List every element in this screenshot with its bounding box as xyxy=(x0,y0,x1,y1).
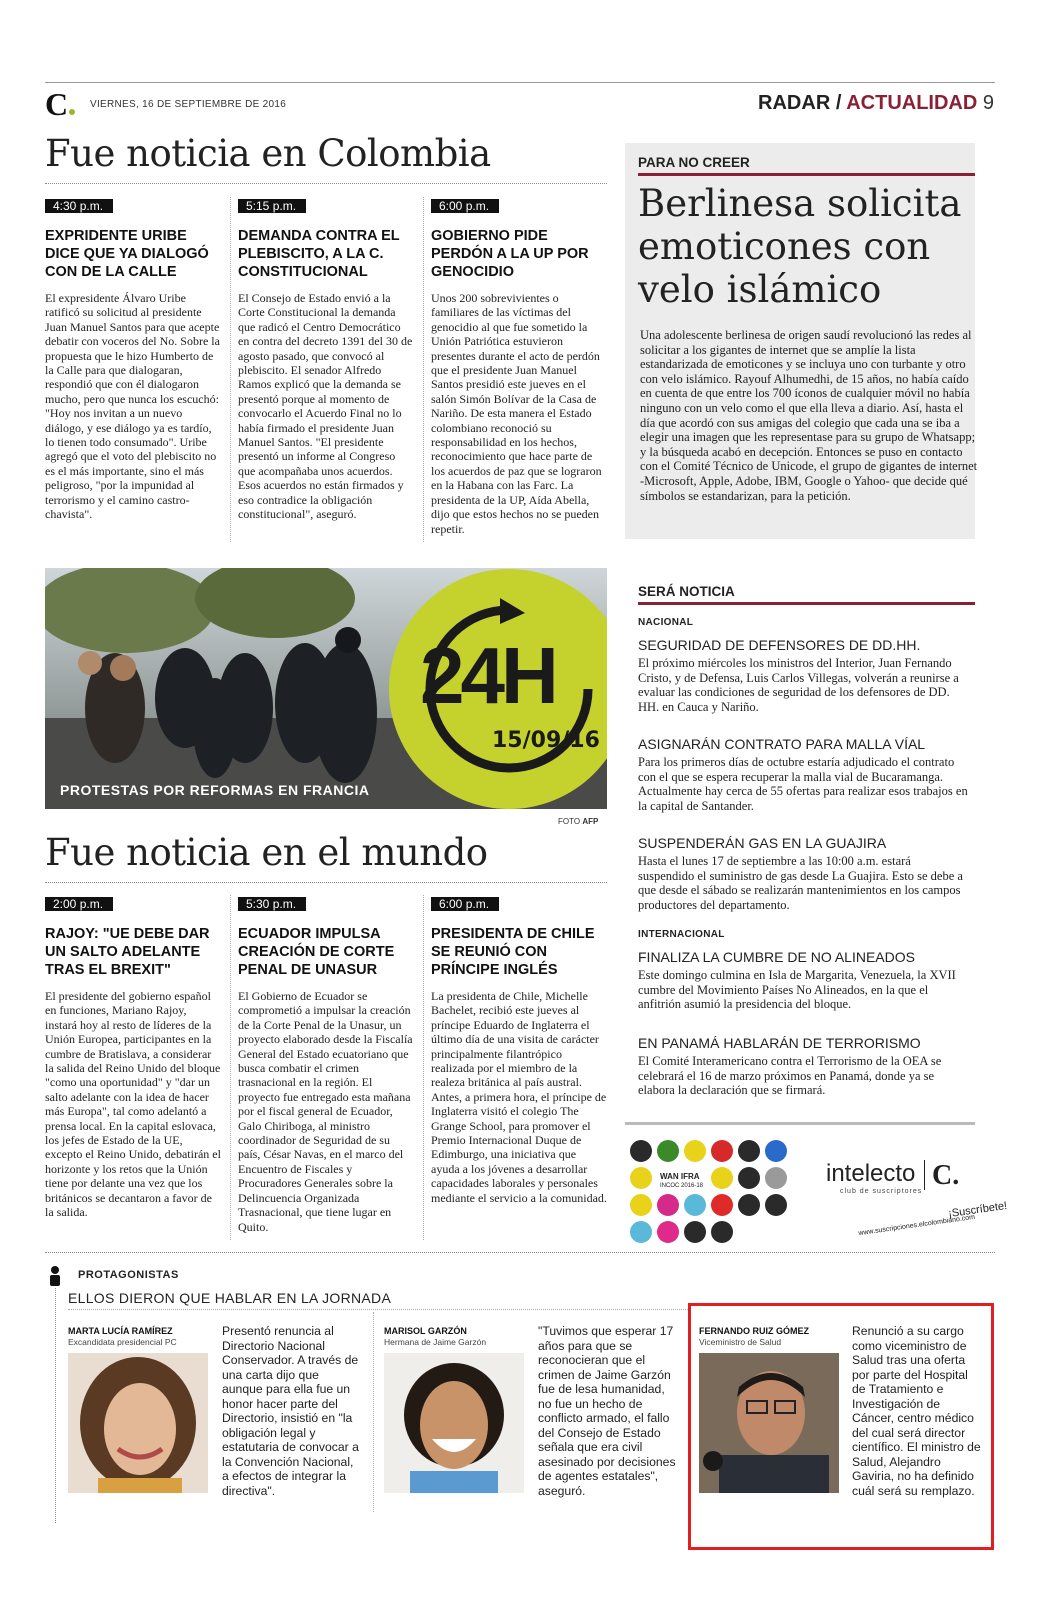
internacional-label: INTERNACIONAL xyxy=(638,929,725,940)
vertical-rule xyxy=(55,1288,57,1523)
red-rule xyxy=(638,173,975,176)
para-no-creer-label: PARA NO CREER xyxy=(638,155,750,170)
mundo-title: Fue noticia en el mundo xyxy=(45,831,488,874)
body-text: El Gobierno de Ecuador se comprometió a impulsar la creación de la Corte Penal de la Unasur, un proyecto elaborado desde la Fiscalía General del Estado ecuatoriano que busca combatir el crimen trasnacional en la región. El proyecto fue entregado esta mañana por el fiscal general de Ecuador, Galo Chiriboga, al ministro coordinador de Seguridad de su país, César Navas, en el marco del Encuentro de Fiscales y Procuradores Generales sobre la Delincuencia Organizada Trasnacional, que tiene lugar en Quito. xyxy=(238,989,413,1234)
sera-noticia-item xyxy=(638,736,968,813)
item-body: Hasta el lunes 17 de septiembre a las 10:00 a.m. estará suspendido el suministro de gas desde La Guajira. Esto se debe a que desde el sábado se realizarán mantenimientos en los campos productores del departamento. xyxy=(638,854,963,912)
ad-dot xyxy=(630,1194,652,1216)
column-divider xyxy=(423,197,425,542)
portrait-marisol-garzon xyxy=(384,1353,524,1493)
column-divider xyxy=(423,895,425,1240)
section-separator: / xyxy=(835,92,842,114)
dateline: VIERNES, 16 DE SEPTIEMBRE DE 2016 xyxy=(90,99,287,110)
ad-dot xyxy=(765,1140,787,1162)
body-text: La presidenta de Chile, Michelle Bachelet, recibió este jueves al príncipe Eduardo de Inglaterra el último día de una visita de carácter principalmente filantrópico realizada por el miembro de la realeza británica al país austral. Antes, a primera hora, el príncipe de Inglaterra visitó el colegio The Grange School, para promover el Premio Internacional Duque de Edimburgo, una iniciativa que ayuda a los jóvenes a desarrollar capacidades laborales y personales mediante el servicio a la comunidad. xyxy=(431,989,607,1205)
protagonistas-subtitle: ELLOS DIERON QUE HABLAR EN LA JORNADA xyxy=(68,1290,392,1306)
person-text: Presentó renuncia al Directorio Nacional Conservador. A través de una carta dijo que aunque para ella fue un honor hacer parte del Directorio, insistió en "la obligación legal y estatutaria de convocar a la Convención Nacional, a efectos de integrar la directiva". xyxy=(222,1324,359,1498)
ad-dot xyxy=(630,1140,652,1162)
item-headline: SEGURIDAD DE DEFENSORES DE DD.HH. xyxy=(638,637,921,653)
ad-dot xyxy=(738,1140,760,1162)
portrait-marta-lucia-ramirez xyxy=(68,1353,208,1493)
section-radar: RADAR xyxy=(758,92,831,114)
sera-noticia-item xyxy=(638,835,968,912)
body-text: El Consejo de Estado envió a la Corte Constitucional la demanda que radicó el Centro Democrático en contra del decreto 1391 del 30 de agosto pasado, que convocó al plebiscito. El senador Alfredo Ramos explicó que la demanda se presentó porque al momento de convocarlo el Acuerdo Final no lo había firmado el presidente Juan Manuel Santos. "El presidente presentó un informe al Congreso que acompañaba unos acuerdos. Esos acuerdos no están firmados y eso contradice la obligación constitucional", aseguró. xyxy=(238,291,413,522)
body-text: El expresidente Álvaro Uribe ratificó su solicitud al presidente Juan Manuel Santos para que acepte debatir con voceros del No. Sobre la propuesta que le hizo Humberto de la Calle para que dialogaran, respondió que con él dialogaron mucho, pero que nunca los escuchó: "Hoy nos invitan a un nuevo diálogo, y ese diálogo ya es tardío, lo tienen todo consumado". Uribe agregó que el voto del plebiscito no es el más importante, sino el más peligroso, "por la impunidad al terrorismo y el camino castro-chavista". xyxy=(45,291,220,522)
wan-ifra-dots xyxy=(630,1140,800,1250)
time-badge: 6:00 p.m. xyxy=(431,897,499,911)
page-number: 9 xyxy=(982,92,994,114)
column-divider xyxy=(373,1312,375,1512)
ad-logo: C. xyxy=(932,1160,960,1191)
headline: DEMANDA CONTRA EL PLEBISCITO, A LA C. CONSTITUCIONAL xyxy=(238,228,400,280)
photo-credit: FOTO AFP xyxy=(558,817,599,826)
colombia-item-1 xyxy=(45,197,221,522)
headline: ECUADOR IMPULSA CREACIÓN DE CORTE PENAL DE UNASUR xyxy=(238,926,395,978)
divider xyxy=(45,882,607,884)
ad-dot xyxy=(738,1167,760,1189)
person-role: Hermana de Jaime Garzón xyxy=(384,1337,487,1347)
time-badge: 2:00 p.m. xyxy=(45,897,113,911)
para-no-creer-body: Una adolescente berlinesa de origen saudí revolucionó las redes al solicitar a los gigantes de internet que se amplíe la lista estandarizada de emoticones y se incluya uno con turbante y otro con velo islámico. Rayouf Alhumedhi, de 15 años, no había caído en cuenta de que entre los 700 íconos de cualquier móvil no había ninguno con un velo como el que ella lleva a diario. Así, hasta el día que acordó con sus amigas del colegio que cada una se iba a elegir una imagen que les representase para su grupo de Whatsapp; y la búsqueda acabó en decepción. Entonces se puso en contacto con el Comité Técnico de Unicode, el grupo de gigantes de internet -Microsoft, Apple, Adobe, IBM, Google o Yahoo- que decide qué símbolos se estandarizan, para la petición. xyxy=(640,328,978,503)
intelecto-sub: club de suscriptores xyxy=(840,1188,923,1195)
item-headline: SUSPENDERÁN GAS EN LA GUAJIRA xyxy=(638,835,887,851)
24h-badge-text: 24H xyxy=(420,631,555,720)
wan-ifra-label: WAN IFRA xyxy=(660,1172,700,1181)
person-role: Viceministro de Salud xyxy=(699,1337,782,1347)
item-body: El Comité Interamericano contra el Terrorismo de la OEA se celebrará el 16 de marzo próximos en Panamá, donde ya se elabora la declaración que se firmará. xyxy=(638,1054,942,1098)
body-text: Unos 200 sobrevivientes o familiares de las víctimas del genocidio al que fue sometido la Unión Patriótica estuvieron presentes durante el acto de perdón que el presidente Juan Manuel Santos presidió este jueves en el salón Simón Bolívar de la Casa de Nariño. De esta manera el Estado colombiano reconoció su responsabilidad en los hechos, reconocimiento que hace parte de los acuerdos de paz que se lograron en la Habana con las Farc. La presidenta de la UP, Aída Abella, dijo que estos hechos no se pueden repetir. xyxy=(431,291,602,536)
ad-divider xyxy=(924,1160,925,1190)
mundo-item-1 xyxy=(45,895,221,1220)
ad-dot xyxy=(711,1221,733,1243)
column-divider xyxy=(230,895,232,1240)
item-body: Para los primeros días de octubre estaría adjudicado el contrato con el que se espera recuperar la malla vial de Bucaramanga. Actualmente hay cerca de 55 ofertas para realizar esos trabajos en la capital de Santander. xyxy=(638,755,968,813)
ad-dot xyxy=(684,1140,706,1162)
divider xyxy=(68,1309,688,1310)
24h-badge-date: 15/09/16 xyxy=(492,728,600,753)
person-role: Excandidata presidencial PC xyxy=(68,1337,177,1347)
person-text: "Tuvimos que esperar 17 años para que se reconocieran que el crimen de Jaime Garzón fue de lesa humanidad, no fue un hecho de conflicto armado, el fallo del Consejo de Estado señala que era civil asesinado por decisiones de agentes estatales", aseguró. xyxy=(538,1324,676,1498)
top-rule xyxy=(45,82,995,83)
ad-dot xyxy=(711,1140,733,1162)
item-headline: ASIGNARÁN CONTRATO PARA MALLA VÍAL xyxy=(638,736,926,752)
ad-dot xyxy=(630,1167,652,1189)
portrait-fernando-ruiz-gomez xyxy=(699,1353,839,1493)
wan-ifra-sub: INCOC 2016-18 xyxy=(660,1183,704,1189)
item-headline: EN PANAMÁ HABLARÁN DE TERRORISMO xyxy=(638,1035,921,1051)
ad-dot xyxy=(657,1140,679,1162)
ad-dot xyxy=(657,1221,679,1243)
mundo-item-3 xyxy=(431,895,607,1205)
item-headline: FINALIZA LA CUMBRE DE NO ALINEADOS xyxy=(638,949,915,965)
person-name: MARISOL GARZÓN xyxy=(384,1326,467,1336)
time-badge: 6:00 p.m. xyxy=(431,199,499,213)
newspaper-logo: C xyxy=(45,86,75,123)
headline: EXPRIDENTE URIBE DICE QUE YA DIALOGÓ CON DE LA CALLE xyxy=(45,228,209,280)
headline: PRESIDENTA DE CHILE SE REUNIÓ CON PRÍNCIPE INGLÉS xyxy=(431,926,595,978)
headline: GOBIERNO PIDE PERDÓN A LA UP POR GENOCIDIO xyxy=(431,228,589,280)
ad-dot xyxy=(684,1194,706,1216)
colombia-item-3 xyxy=(431,197,607,536)
para-no-creer-title: Berlinesa solicita emoticones con velo islámico xyxy=(638,182,962,311)
colombia-title: Fue noticia en Colombia xyxy=(45,132,491,175)
section-actualidad: ACTUALIDAD xyxy=(846,92,978,114)
ad-dot xyxy=(711,1194,733,1216)
column-divider xyxy=(230,197,232,542)
item-body: Este domingo culmina en Isla de Margarita, Venezuela, la XVII cumbre del Movimiento Países No Alineados, en la que el anfitrión asumió la presidencia del bloque. xyxy=(638,968,956,1012)
sera-noticia-label: SERÁ NOTICIA xyxy=(638,584,735,599)
sera-noticia-item xyxy=(638,637,968,714)
red-rule xyxy=(638,602,975,605)
ad-dot xyxy=(765,1194,787,1216)
item-body: El próximo miércoles los ministros del Interior, Juan Fernando Cristo, y de Defensa, Luis Carlos Villegas, volverán a reunirse a evaluar las condiciones de seguridad de los defensores de DD. HH. en Cauca y Nariño. xyxy=(638,656,959,714)
ad-dot xyxy=(711,1167,733,1189)
colombia-item-2 xyxy=(238,197,414,522)
section-header xyxy=(758,92,994,115)
subscribe-cta[interactable]: ¡Suscríbete! xyxy=(947,1199,1008,1221)
subscribe-url[interactable]: www.suscripciones.elcolombiano.com xyxy=(858,1213,976,1238)
mundo-item-2 xyxy=(238,895,414,1234)
divider xyxy=(45,1252,995,1253)
ad-dot xyxy=(657,1194,679,1216)
protagonistas-label: PROTAGONISTAS xyxy=(78,1269,179,1281)
person-text: Renunció a su cargo como viceministro de Salud tras una oferta por parte del Hospital de Tratamiento e Investigación de Cáncer, centro médico del cual será director científico. El ministro de Salud, Alejandro Gaviria, no ha definido cuál será su remplazo. xyxy=(852,1324,981,1498)
intelecto-brand[interactable]: intelecto xyxy=(826,1160,916,1187)
sera-noticia-item xyxy=(638,1035,968,1098)
divider xyxy=(45,183,607,185)
photo-caption: PROTESTAS POR REFORMAS EN FRANCIA xyxy=(60,782,370,798)
time-badge: 5:15 p.m. xyxy=(238,199,306,213)
ad-dot xyxy=(765,1167,787,1189)
body-text: El presidente del gobierno español en funciones, Mariano Rajoy, instará hoy al resto de líderes de la Unión Europea, participantes en la cumbre de Bratislava, a considerar la salida del Reino Unido del bloque "como una oportunidad" y "dar un salto adelante con la idea de hacer más Europa", tal como adelantó a prensa local. En la capital eslovaca, los jefes de Estado de la UE, excepto el Reino Unido, debatirán el horizonte y los retos que la Unión tiene por delante una vez que los británicos se decantaron a favor de la salida. xyxy=(45,989,221,1220)
nacional-label: NACIONAL xyxy=(638,617,694,628)
person-icon xyxy=(47,1265,63,1287)
person-name: MARTA LUCÍA RAMÍREZ xyxy=(68,1326,173,1336)
person-name: FERNANDO RUIZ GÓMEZ xyxy=(699,1326,809,1336)
ad-dot xyxy=(630,1221,652,1243)
sera-noticia-item xyxy=(638,949,968,1012)
ad-dot xyxy=(684,1221,706,1243)
headline: RAJOY: "UE DEBE DAR UN SALTO ADELANTE TRAS EL BREXIT" xyxy=(45,926,210,978)
divider xyxy=(625,1122,975,1125)
ad-dot xyxy=(738,1194,760,1216)
time-badge: 4:30 p.m. xyxy=(45,199,113,213)
time-badge: 5:30 p.m. xyxy=(238,897,306,911)
